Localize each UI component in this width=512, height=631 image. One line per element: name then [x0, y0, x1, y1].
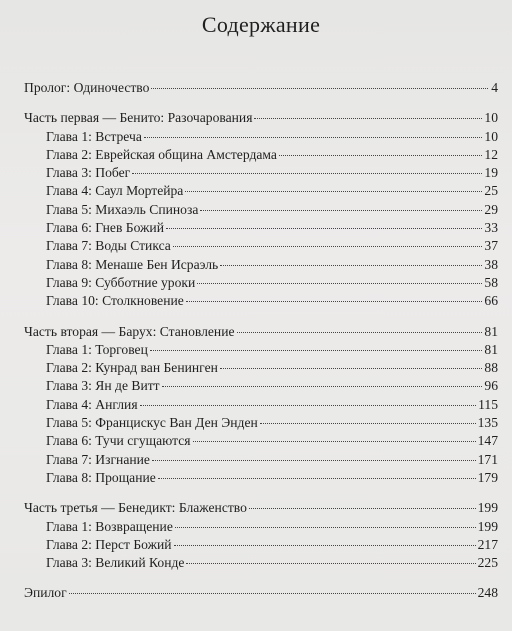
dot-leader	[237, 331, 483, 333]
dot-leader	[200, 209, 482, 211]
dot-leader	[69, 592, 476, 594]
toc-section	[24, 584, 498, 602]
entry-label: Эпилог	[24, 585, 67, 601]
toc-section	[24, 499, 498, 572]
toc-chapter-entry[interactable]	[24, 432, 498, 450]
entry-page-number: 81	[484, 341, 498, 357]
page-title: Содержание	[201, 12, 321, 37]
dot-leader	[197, 282, 482, 284]
toc-chapter-entry[interactable]	[24, 396, 498, 414]
entry-label: Глава 5: Михаэль Спиноза	[46, 201, 199, 217]
entry-page-number: 58	[484, 274, 498, 290]
dot-leader	[152, 459, 476, 461]
entry-label: Глава 9: Субботние уроки	[46, 274, 196, 290]
dot-leader	[175, 526, 476, 528]
dot-leader	[186, 300, 483, 302]
toc-chapter-entry[interactable]	[24, 414, 498, 432]
dot-leader	[185, 190, 482, 192]
entry-label: Часть первая — Бенито: Разочарования	[24, 110, 253, 126]
entry-page-number: 29	[484, 201, 498, 217]
entry-page-number: 199	[477, 518, 498, 534]
toc-chapter-entry[interactable]	[24, 451, 498, 469]
entry-label: Глава 3: Великий Конде	[46, 555, 185, 571]
table-of-contents	[24, 79, 498, 603]
toc-section-entry[interactable]	[24, 323, 498, 341]
entry-page-number: 12	[484, 146, 498, 162]
dot-leader	[249, 507, 476, 509]
toc-chapter-entry[interactable]	[24, 469, 498, 487]
toc-chapter-entry[interactable]	[24, 146, 498, 164]
entry-label: Глава 4: Саул Мортейра	[46, 183, 184, 199]
dot-leader	[150, 349, 483, 351]
dot-leader	[186, 562, 475, 564]
entry-page-number: 4	[491, 80, 498, 95]
entry-label: Глава 6: Тучи сгущаются	[46, 433, 191, 449]
entry-label: Глава 10: Столкновение	[46, 293, 184, 309]
entry-page-number: 171	[477, 451, 498, 467]
entry-page-number: 10	[484, 128, 498, 144]
entry-page-number: 25	[484, 183, 498, 199]
toc-chapter-entry[interactable]	[24, 341, 498, 359]
entry-page-number: 96	[484, 378, 498, 394]
dot-leader	[279, 154, 482, 156]
toc-section	[24, 109, 498, 310]
toc-chapter-entry[interactable]	[24, 219, 498, 237]
dot-leader	[166, 227, 482, 229]
entry-label: Глава 1: Встреча	[46, 128, 142, 144]
toc-chapter-entry[interactable]	[24, 554, 498, 572]
toc-section-entry[interactable]	[24, 79, 498, 97]
entry-label: Глава 2: Перст Божий	[46, 536, 172, 552]
entry-label: Глава 2: Кунрад ван Бенинген	[46, 360, 218, 376]
dot-leader	[144, 136, 483, 138]
toc-chapter-entry[interactable]	[24, 128, 498, 146]
toc-chapter-entry[interactable]	[24, 274, 498, 292]
toc-section-entry[interactable]	[24, 499, 498, 517]
entry-label: Глава 3: Побег	[46, 165, 131, 181]
entry-label: Глава 7: Воды Стикса	[46, 238, 171, 254]
entry-label: Часть вторая — Барух: Становление	[24, 323, 235, 339]
dot-leader	[162, 385, 483, 387]
toc-chapter-entry[interactable]	[24, 164, 498, 182]
toc-chapter-entry[interactable]	[24, 292, 498, 310]
entry-label: Глава 1: Торговец	[46, 341, 148, 357]
toc-chapter-entry[interactable]	[24, 201, 498, 219]
entry-page-number: 217	[477, 536, 498, 552]
toc-section	[24, 323, 498, 488]
entry-label: Глава 3: Ян де Витт	[46, 378, 160, 394]
entry-label: Пролог: Одиночество	[24, 80, 150, 95]
toc-section	[24, 79, 498, 97]
entry-page-number: 147	[477, 433, 498, 449]
toc-chapter-entry[interactable]	[24, 377, 498, 395]
toc-chapter-entry[interactable]	[24, 182, 498, 200]
dot-leader	[140, 404, 477, 406]
entry-page-number: 115	[478, 396, 498, 412]
entry-page-number: 248	[477, 585, 498, 601]
entry-label: Глава 8: Менаше Бен Исраэль	[46, 256, 219, 272]
entry-page-number: 81	[484, 323, 498, 339]
dot-leader	[220, 264, 482, 266]
entry-page-number: 10	[484, 110, 498, 126]
dot-leader	[173, 245, 483, 247]
entry-page-number: 179	[477, 469, 498, 485]
dot-leader	[260, 422, 476, 424]
dot-leader	[151, 87, 488, 89]
toc-chapter-entry[interactable]	[24, 359, 498, 377]
entry-page-number: 135	[477, 415, 498, 431]
entry-page-number: 225	[477, 555, 498, 571]
entry-page-number: 88	[484, 360, 498, 376]
entry-label: Глава 7: Изгнание	[46, 451, 150, 467]
entry-page-number: 19	[484, 165, 498, 181]
entry-label: Глава 6: Гнев Божий	[46, 220, 164, 236]
toc-chapter-entry[interactable]	[24, 237, 498, 255]
entry-label: Глава 8: Прощание	[46, 469, 156, 485]
entry-label: Глава 5: Францискус Ван Ден Энден	[46, 415, 258, 431]
entry-page-number: 37	[484, 238, 498, 254]
toc-chapter-entry[interactable]	[24, 256, 498, 274]
entry-page-number: 38	[484, 256, 498, 272]
entry-page-number: 199	[477, 500, 498, 516]
entry-page-number: 33	[484, 220, 498, 236]
toc-section-entry[interactable]	[24, 109, 498, 127]
entry-label: Часть третья — Бенедикт: Блаженство	[24, 500, 247, 516]
dot-leader	[220, 367, 483, 369]
toc-chapter-entry[interactable]	[24, 536, 498, 554]
entry-label: Глава 4: Англия	[46, 396, 138, 412]
entry-page-number: 66	[484, 293, 498, 309]
toc-chapter-entry[interactable]	[24, 518, 498, 536]
dot-leader	[132, 172, 482, 174]
dot-leader	[174, 544, 476, 546]
entry-label: Глава 1: Возвращение	[46, 518, 173, 534]
dot-leader	[193, 440, 476, 442]
dot-leader	[158, 477, 476, 479]
dot-leader	[254, 117, 482, 119]
entry-label: Глава 2: Еврейская община Амстердама	[46, 146, 277, 162]
toc-section-entry[interactable]	[24, 584, 498, 602]
